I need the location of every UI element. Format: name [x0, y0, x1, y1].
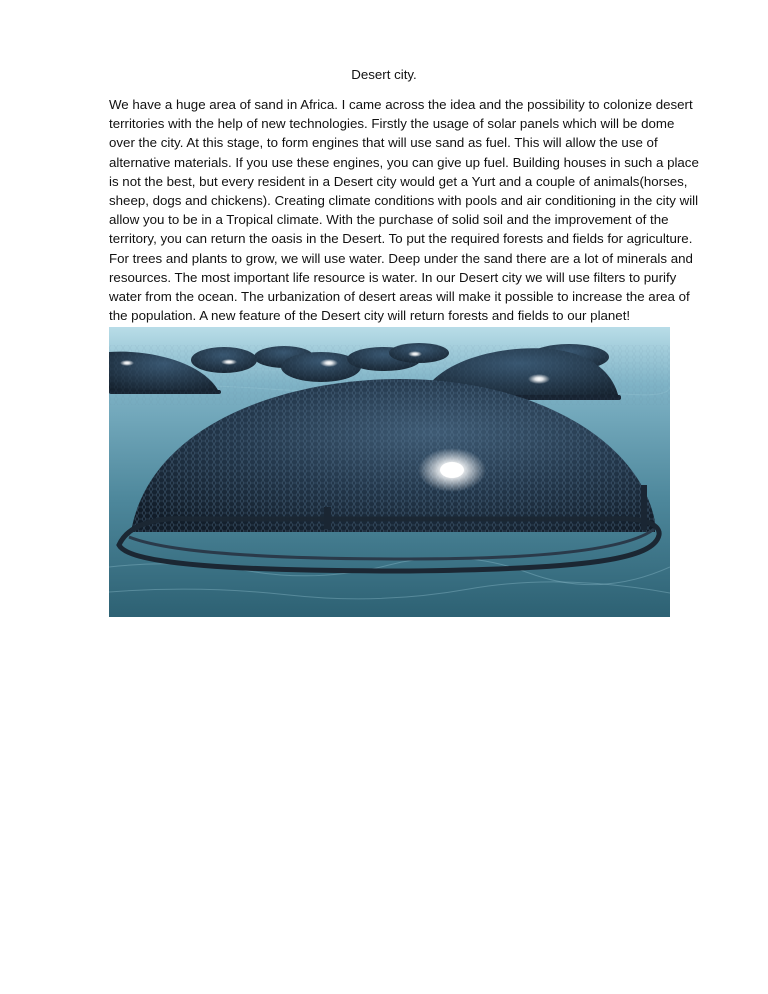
body-paragraph: We have a huge area of sand in Africa. I came across the idea and the possibility to colonize desert territories with the help of new technologies. Firstly the usage of solar panels which will be dome over the city. At this stage, to form engines that will use sand as fuel. This will allow the use of alternative materials. If you use these engines, you can give up fuel. Building houses in such a place is not the best, but every resident in a Desert city would get a Yurt and a couple of animals(horses, sheep, dogs and chickens). Creating climate conditions with pools and air conditioning in the city will allow you to be in a Tropical climate. With the purchase of solid soil and the improvement of the territory, you can return the oasis in the Desert. To put the required forests and fields for agriculture. For trees and plants to grow, we will use water. Deep under the sand there are a lot of minerals and resources. The most important life resource is water. In our Desert city we will use filters to purify water from the ocean. The urbanization of desert areas will make it possible to increase the area of the population. A new feature of the Desert city will return forests and fields to our planet! [109, 97, 699, 324]
illustration-floating-domes [109, 327, 670, 617]
page-title: Desert city. [351, 67, 417, 82]
